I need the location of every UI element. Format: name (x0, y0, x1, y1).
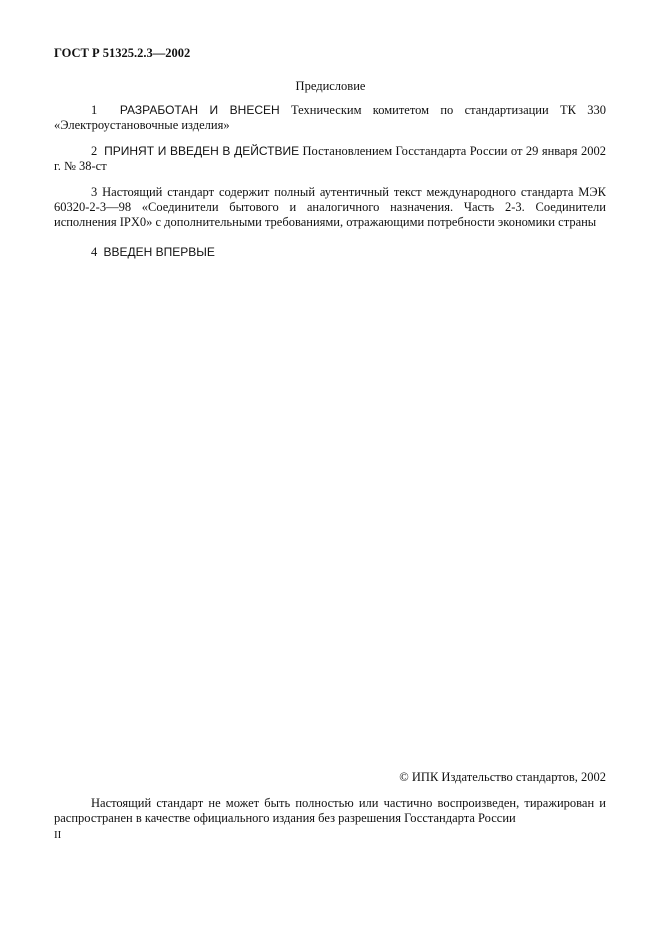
item-text: Настоящий стандарт содержит полный аутентичный текст международного стандарта МЭК 60320-2-3—98 «Соединители бытового и аналогичного назначения. Часть 2-3. Соединители исполнения IPX0» с дополнительными требованиями, отражающими потребности экономики страны (54, 185, 606, 229)
item-number: 1 (91, 103, 98, 117)
item-text: Постановлением Госстандарта России от 29 января 2002 г. № 38-ст (54, 144, 607, 173)
item-number: 2 (91, 144, 98, 158)
item-lead: ПРИНЯТ И ВВЕДЕН В ДЕЙСТВИЕ (104, 144, 300, 158)
item-lead: ВВЕДЕН ВПЕРВЫЕ (103, 245, 215, 259)
preface-item-1 (54, 103, 606, 133)
preface-item-4 (54, 245, 606, 260)
item-number: 4 (91, 245, 98, 259)
page-number: II (54, 829, 62, 841)
copyright: © ИПК Издательство стандартов, 2002 (399, 770, 606, 784)
preface-item-2 (54, 144, 606, 174)
page-title: Предисловие (295, 79, 366, 93)
document-id: ГОСТ Р 51325.2.3—2002 (54, 46, 191, 60)
item-lead: РАЗРАБОТАН И ВНЕСЕН (119, 103, 280, 117)
item-text: Техническим комитетом по стандартизации ТК 330 «Электроустановочные изделия» (54, 103, 606, 132)
preface-item-3 (54, 185, 606, 230)
item-number: 3 (91, 185, 98, 199)
copyright-notice: Настоящий стандарт не может быть полностью или частично воспроизведен, тиражирован и распространен в качестве официального издания без разрешения Госстандарта России (54, 796, 606, 825)
